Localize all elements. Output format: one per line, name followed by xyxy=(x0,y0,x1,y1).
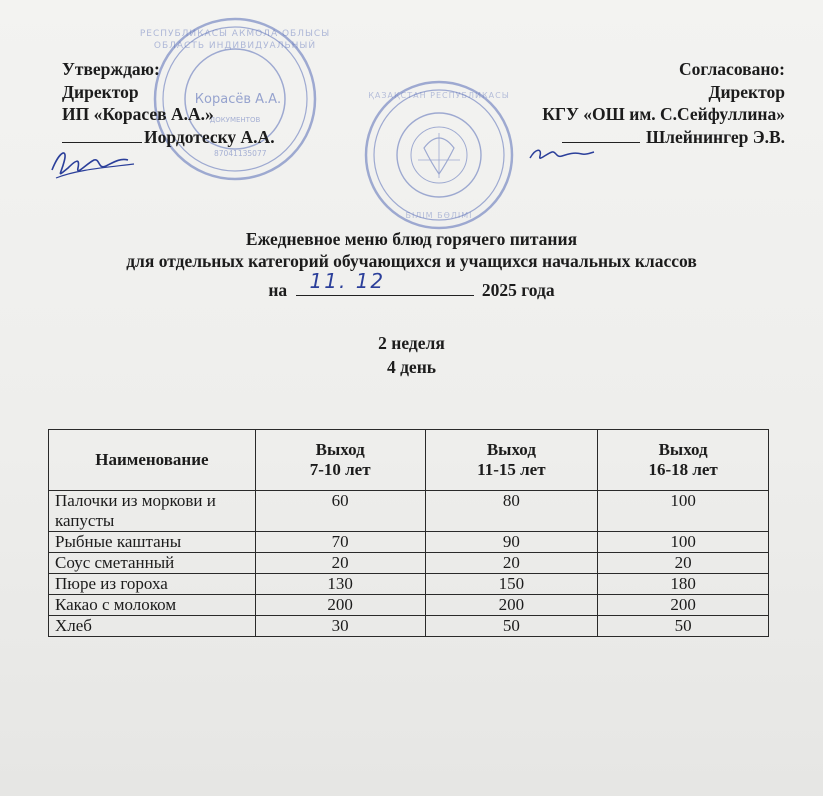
date-handwritten: 11. 12 xyxy=(309,269,386,293)
svg-text:ҚАЗАҚСТАН РЕСПУБЛИКАСЫ: ҚАЗАҚСТАН РЕСПУБЛИКАСЫ xyxy=(368,91,510,100)
yield-cell: 90 xyxy=(425,532,598,553)
signature-left xyxy=(46,140,141,185)
agree-label: Согласовано: xyxy=(679,59,785,79)
svg-text:РЕСПУБЛИКАСЫ АКМОЛА ОБЛЫСЫ: РЕСПУБЛИКАСЫ АКМОЛА ОБЛЫСЫ xyxy=(139,29,331,39)
menu-table xyxy=(48,429,769,637)
round-stamp-right xyxy=(362,78,517,233)
date-blank xyxy=(296,269,474,296)
yield-cell: 180 xyxy=(598,574,769,595)
yield-cell: 200 xyxy=(598,595,769,616)
week-label: 2 неделя xyxy=(378,333,445,353)
yield-cell: 50 xyxy=(598,616,769,637)
header-name: Наименование xyxy=(49,430,256,491)
agreement-block xyxy=(542,58,785,148)
yield-cell: 70 xyxy=(255,532,425,553)
table-header-row xyxy=(49,430,769,491)
date-line xyxy=(0,269,823,301)
dish-name: Какао с молоком xyxy=(49,595,256,616)
svg-text:ОБЛАСТЬ ИНДИВИДУАЛЬНЫЙ: ОБЛАСТЬ ИНДИВИДУАЛЬНЫЙ xyxy=(153,41,317,51)
agree-name: Шлейнингер Э.В. xyxy=(645,126,785,147)
yield-cell: 150 xyxy=(425,574,598,595)
menu-title: Ежедневное меню блюд горячего питания xyxy=(245,229,578,249)
yield-cell: 20 xyxy=(425,553,598,574)
dish-name: Пюре из гороха xyxy=(49,574,256,595)
table-row xyxy=(49,491,769,532)
yield-cell: 50 xyxy=(425,616,598,637)
approve-org: ИП «Корасев А.А.» xyxy=(62,104,214,124)
stamp-left-sub: ДОКУМЕНТОВ xyxy=(209,116,261,124)
stamp-left-center: Корасёв А.А. xyxy=(194,92,282,107)
agree-position: Директор xyxy=(708,81,785,102)
table-row xyxy=(49,553,769,574)
dish-name: Палочки из моркови и капусты xyxy=(49,491,256,532)
date-prefix: на xyxy=(268,280,288,300)
yield-cell: 130 xyxy=(255,574,425,595)
menu-subtitle: для отдельных категорий обучающихся и учащихся начальных классов xyxy=(126,251,697,271)
agree-org: КГУ «ОШ им. С.Сейфуллина» xyxy=(542,104,785,124)
yield-cell: 200 xyxy=(255,595,425,616)
approve-label: Утверждаю: xyxy=(62,59,160,79)
table-row xyxy=(49,616,769,637)
yield-cell: 20 xyxy=(598,553,769,574)
yield-cell: 100 xyxy=(598,491,769,532)
yield-cell: 60 xyxy=(255,491,425,532)
signature-right xyxy=(526,140,596,170)
yield-cell: 80 xyxy=(425,491,598,532)
header-yield-11-15: Выход 11-15 лет xyxy=(425,430,598,491)
stamp-left-phone: 87041135077 xyxy=(214,149,267,158)
table-row xyxy=(49,595,769,616)
approve-position: Директор xyxy=(62,81,139,102)
dish-name: Рыбные каштаны xyxy=(49,532,256,553)
yield-cell: 100 xyxy=(598,532,769,553)
header-yield-16-18: Выход 16-18 лет xyxy=(598,430,769,491)
svg-text:БІЛІМ БӨЛІМІ: БІЛІМ БӨЛІМІ xyxy=(405,211,473,220)
yield-cell: 20 xyxy=(255,553,425,574)
table-row xyxy=(49,532,769,553)
header-yield-7-10: Выход 7-10 лет xyxy=(255,430,425,491)
yield-cell: 200 xyxy=(425,595,598,616)
approve-name: Иордотеску А.А. xyxy=(144,126,275,147)
day-label: 4 день xyxy=(386,357,437,377)
dish-name: Хлеб xyxy=(49,616,256,637)
yield-cell: 30 xyxy=(255,616,425,637)
date-suffix: 2025 года xyxy=(481,280,555,300)
dish-name: Соус сметанный xyxy=(49,553,256,574)
approval-block xyxy=(62,58,275,148)
table-row xyxy=(49,574,769,595)
